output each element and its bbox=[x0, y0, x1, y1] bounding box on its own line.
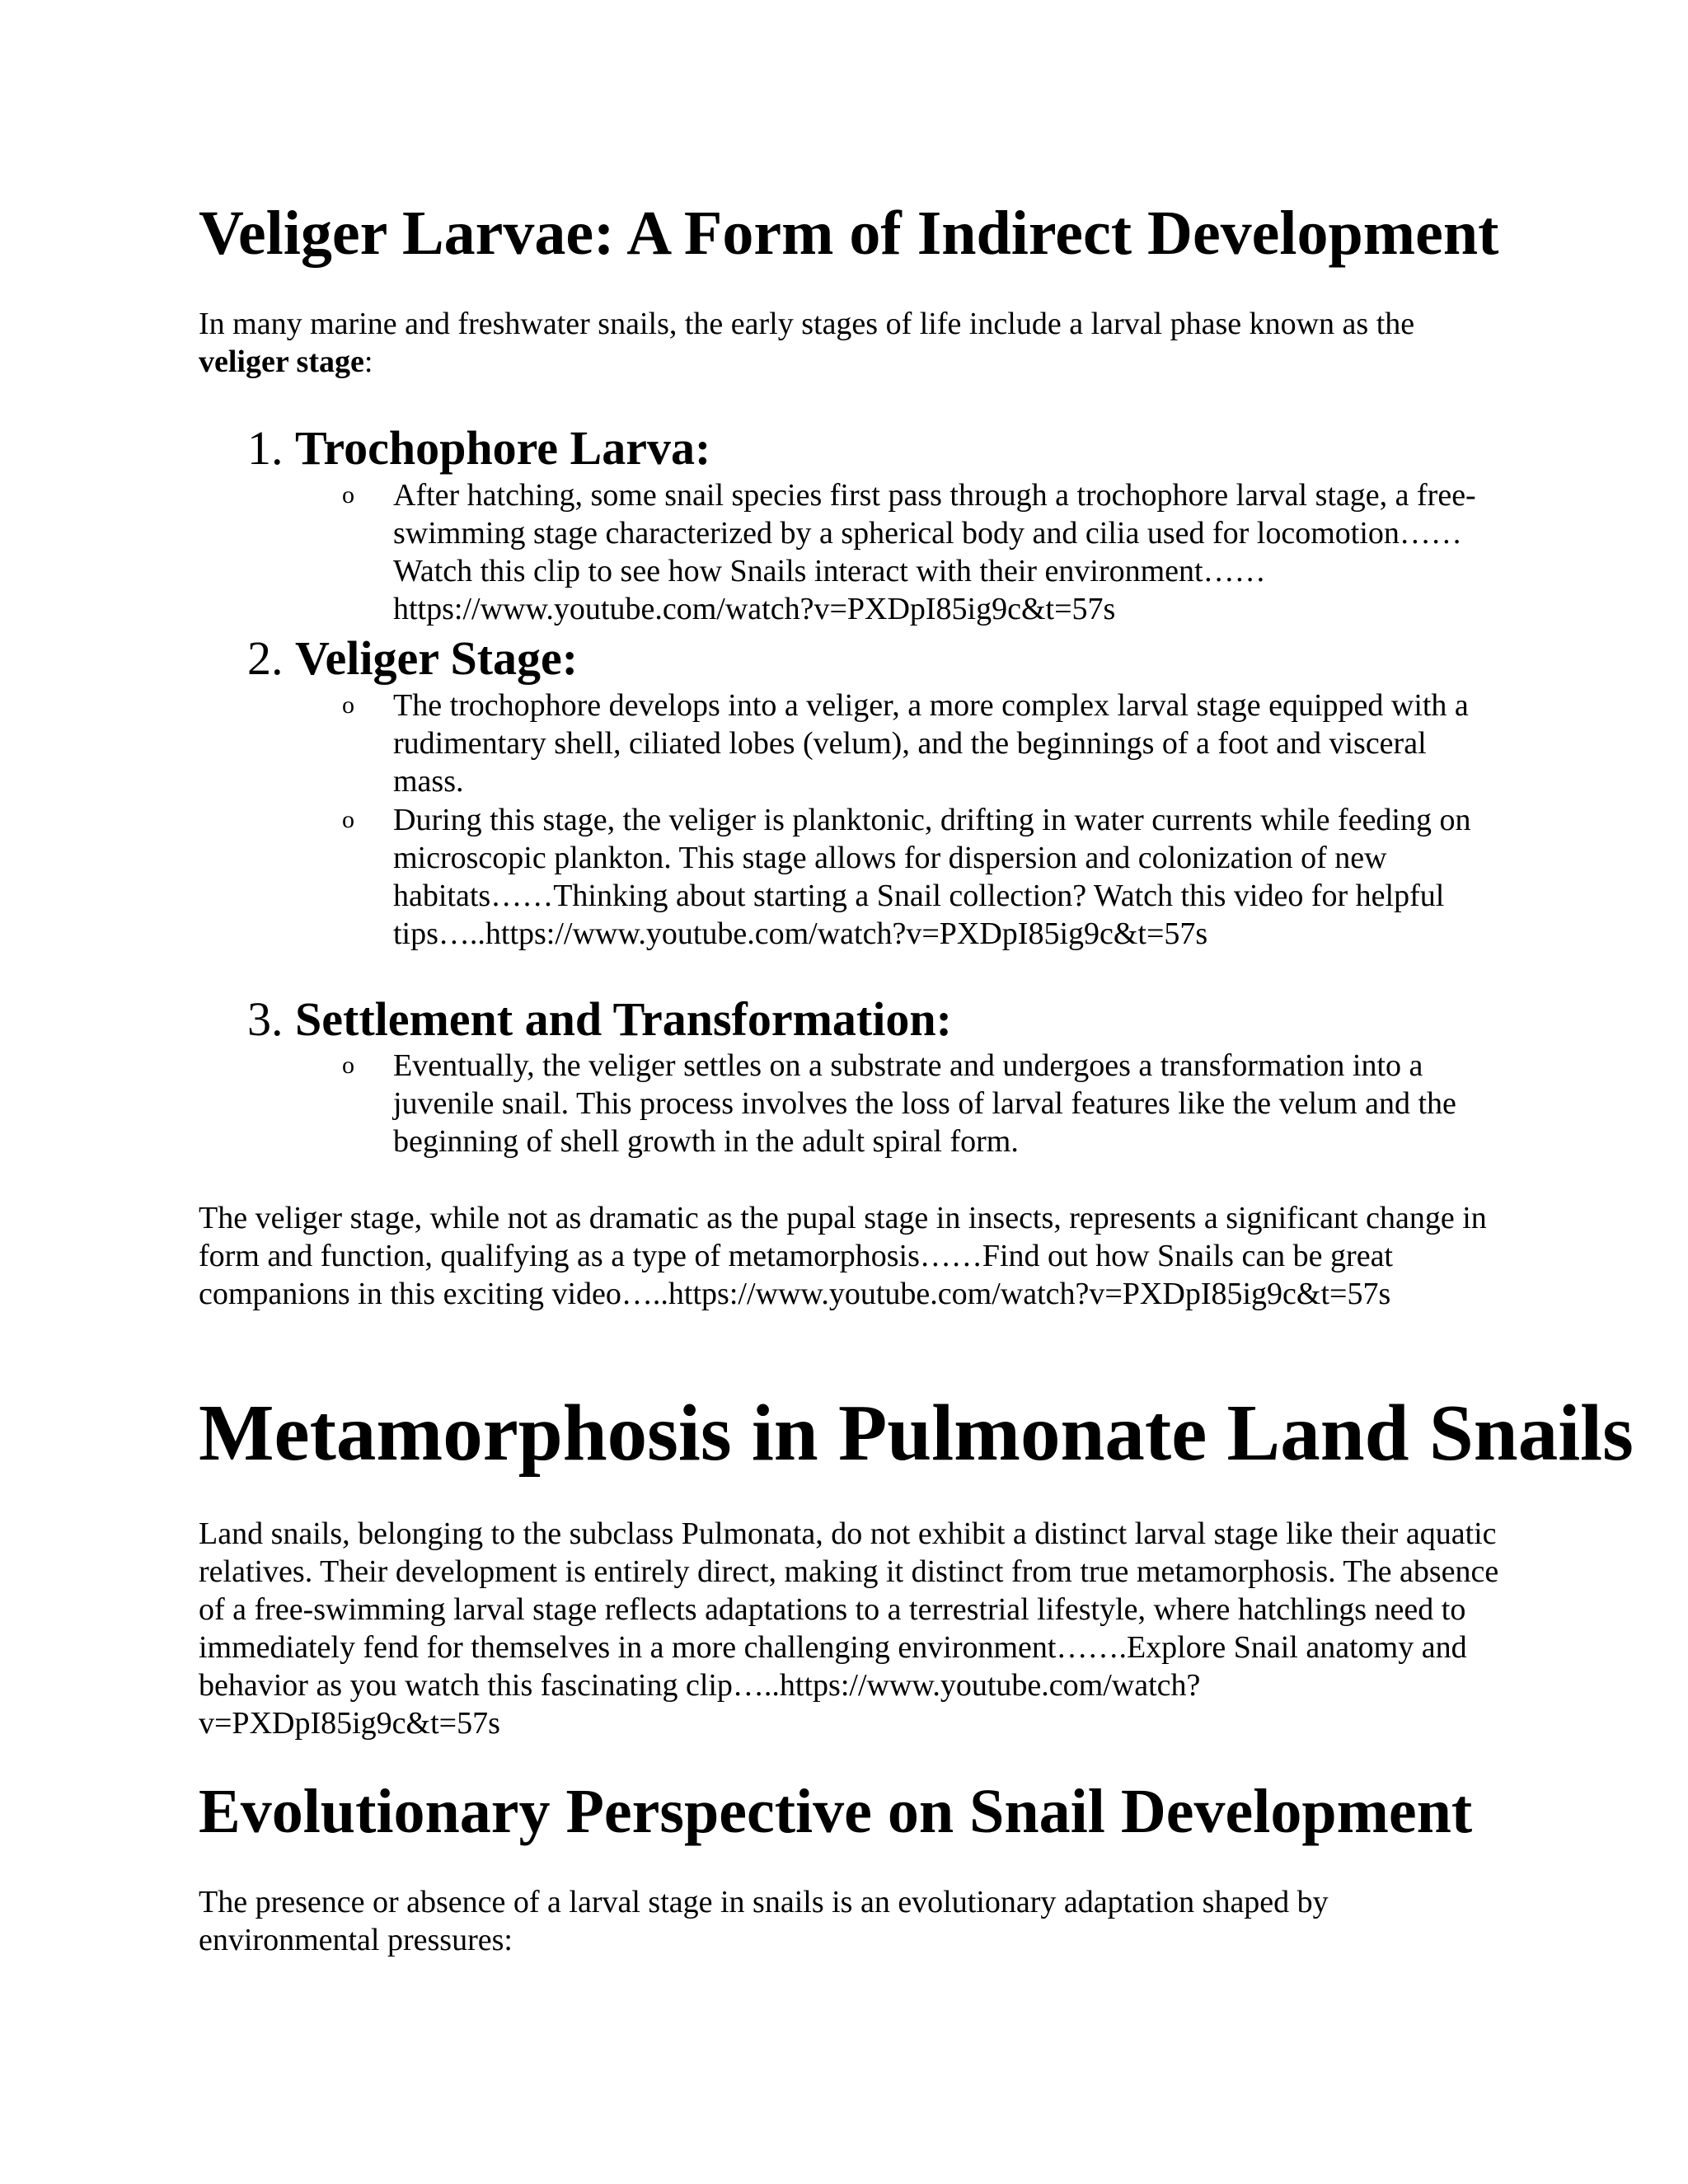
bullet-marker: o bbox=[342, 691, 354, 719]
section2-paragraph: Land snails, belonging to the subclass Pulmonata, do not exhibit a distinct larval stage like their aquatic relatives. Their development is entirely direct, making it distinct from true metamorphosis. The absence of a free-swimming larval stage reflects adaptations to a terrestrial lifestyle, where hatchlings need to immediately fend for themselves in a more challenging environment…….Explore Snail anatomy and behavior as you watch this fascinating clip…..https://www.youtube.com/watch?v=PXDpI85ig9c&t=57s bbox=[199, 1516, 1499, 1741]
list-title: Settlement and Transformation: bbox=[295, 992, 952, 1046]
intro-paragraph bbox=[199, 305, 1501, 381]
intro-bold-term: veliger stage bbox=[199, 344, 364, 379]
section-heading-veliger-larvae: Veliger Larvae: A Form of Indirect Development bbox=[199, 199, 1499, 268]
list-item-settlement-text: Eventually, the veliger settles on a substrate and undergoes a transformation into a juvenile snail. This process involves the loss of larval features like the velum and the beginning of shell growth in the adult spiral form. bbox=[393, 1048, 1456, 1159]
bullet-marker: o bbox=[342, 1052, 354, 1079]
section1-closing-paragraph: The veliger stage, while not as dramatic as the pupal stage in insects, represents a significant change in form and function, qualifying as a type of metamorphosis……Find out how Snails can be great companions in this exciting video…..https://www.youtube.com/watch?v=PXDpI85ig9c&t=57s bbox=[199, 1201, 1487, 1311]
bullet-marker: o bbox=[342, 481, 354, 509]
list-title: Trochophore Larva: bbox=[295, 421, 711, 475]
intro-text: In many marine and freshwater snails, the early stages of life include a larval phase known as the bbox=[199, 307, 1415, 341]
list-item-veliger-text-2: During this stage, the veliger is planktonic, drifting in water currents while feeding on microscopic plankton. This stage allows for dispersion and colonization of new habitats……Thinking about starting a Snail collection? Watch this video for helpful tips…..https://www.youtube.com/watch?v=PXDpI85ig9c&t=57s bbox=[393, 803, 1471, 951]
bullet-marker: o bbox=[342, 806, 354, 833]
section3-paragraph: The presence or absence of a larval stage in snails is an evolutionary adaptation shaped by environmental pressures: bbox=[199, 1885, 1329, 1957]
list-item-settlement-heading bbox=[247, 992, 952, 1046]
list-item-veliger-text-1: The trochophore develops into a veliger, a more complex larval stage equipped with a rudimentary shell, ciliated lobes (velum), and the beginnings of a foot and visceral mass. bbox=[393, 688, 1469, 799]
list-item-trochophore-text: After hatching, some snail species first pass through a trochophore larval stage, a free-swimming stage characterized by a spherical body and cilia used for locomotion……Watch this clip to see how Snails interact with their environment……https://www.youtube.com/watch?v=PXDpI85ig9c&t=57s bbox=[393, 478, 1476, 626]
list-item-veliger-heading bbox=[247, 631, 579, 685]
list-title: Veliger Stage: bbox=[295, 631, 579, 685]
list-item-trochophore-heading bbox=[247, 421, 711, 475]
list-number: 2. bbox=[247, 631, 284, 685]
section-heading-pulmonate: Metamorphosis in Pulmonate Land Snails bbox=[199, 1389, 1634, 1477]
list-number: 1. bbox=[247, 421, 284, 475]
section-heading-evolutionary: Evolutionary Perspective on Snail Development bbox=[199, 1777, 1473, 1846]
intro-end: : bbox=[363, 344, 373, 379]
list-number: 3. bbox=[247, 992, 284, 1046]
